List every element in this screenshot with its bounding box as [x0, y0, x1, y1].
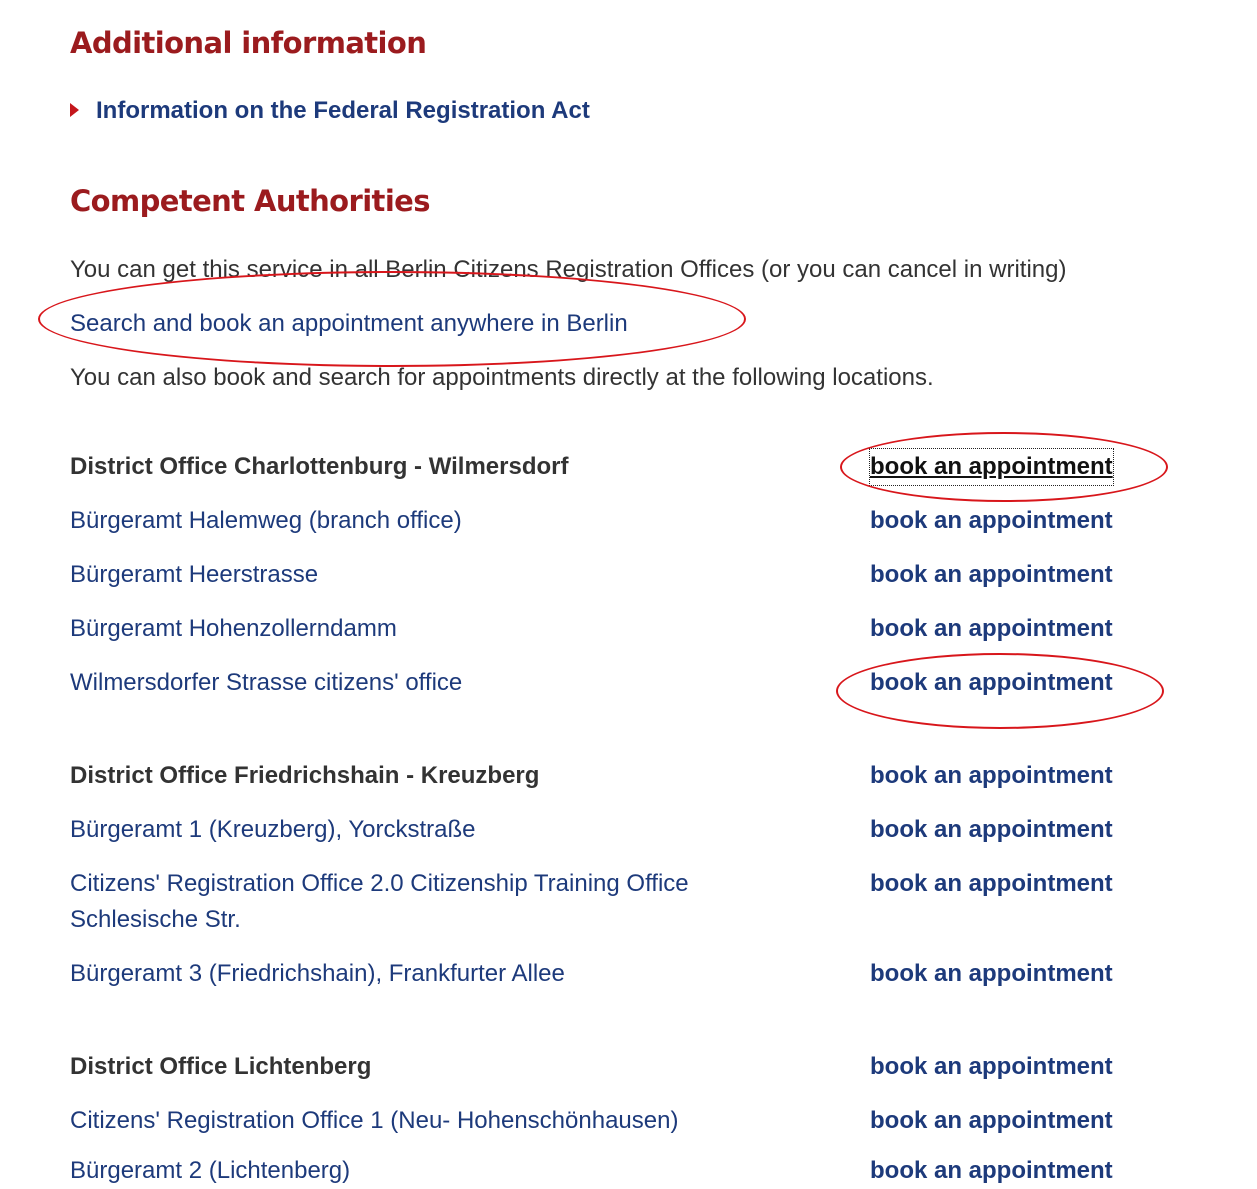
- book-appointment-link[interactable]: book an appointment: [870, 816, 1113, 843]
- book-appointment-link[interactable]: book an appointment: [870, 449, 1113, 485]
- book-appointment-link[interactable]: book an appointment: [870, 615, 1113, 642]
- arrow-right-icon: [70, 103, 79, 117]
- book-appointment-link[interactable]: book an appointment: [870, 1107, 1113, 1134]
- book-appointment-link[interactable]: book an appointment: [870, 561, 1113, 588]
- office-link[interactable]: Bürgeramt 3 (Friedrichshain), Frankfurter Allee: [70, 960, 565, 987]
- competent-authorities-heading: Competent Authorities: [70, 184, 430, 218]
- federal-registration-act-item: [70, 97, 590, 125]
- service-intro-text: You can get this service in all Berlin Citizens Registration Offices (or you can cancel in writing): [70, 256, 1067, 283]
- search-appointment-link[interactable]: Search and book an appointment anywhere in Berlin: [70, 310, 628, 337]
- office-link[interactable]: Wilmersdorfer Strasse citizens' office: [70, 669, 463, 696]
- office-link[interactable]: Bürgeramt 2 (Lichtenberg): [70, 1157, 351, 1184]
- office-link[interactable]: Bürgeramt Hohenzollerndamm: [70, 615, 397, 642]
- additional-information-heading: Additional information: [70, 26, 427, 60]
- book-appointment-link[interactable]: book an appointment: [870, 669, 1113, 696]
- book-appointment-link[interactable]: book an appointment: [870, 960, 1113, 987]
- federal-registration-act-link[interactable]: Information on the Federal Registration Act: [96, 97, 590, 124]
- office-link[interactable]: Bürgeramt Halemweg (branch office): [70, 507, 462, 534]
- office-link[interactable]: Citizens' Registration Office 1 (Neu- Hohenschönhausen): [70, 1107, 679, 1134]
- office-link[interactable]: Bürgeramt Heerstrasse: [70, 561, 319, 588]
- district-office-name: District Office Friedrichshain - Kreuzberg: [70, 762, 540, 789]
- locations-intro-text: You can also book and search for appointments directly at the following locations.: [70, 364, 934, 391]
- book-appointment-link[interactable]: book an appointment: [870, 1157, 1113, 1184]
- book-appointment-link[interactable]: book an appointment: [870, 1053, 1113, 1080]
- book-appointment-link[interactable]: book an appointment: [870, 762, 1113, 789]
- district-office-name: District Office Charlottenburg - Wilmersdorf: [70, 453, 569, 480]
- office-link[interactable]: Bürgeramt 1 (Kreuzberg), Yorckstraße: [70, 816, 476, 843]
- book-appointment-link[interactable]: book an appointment: [870, 870, 1113, 897]
- district-office-name: District Office Lichtenberg: [70, 1053, 372, 1080]
- office-link[interactable]: Citizens' Registration Office 2.0 Citizenship Training Office Schlesische Str.: [70, 870, 689, 933]
- book-appointment-link[interactable]: book an appointment: [870, 507, 1113, 534]
